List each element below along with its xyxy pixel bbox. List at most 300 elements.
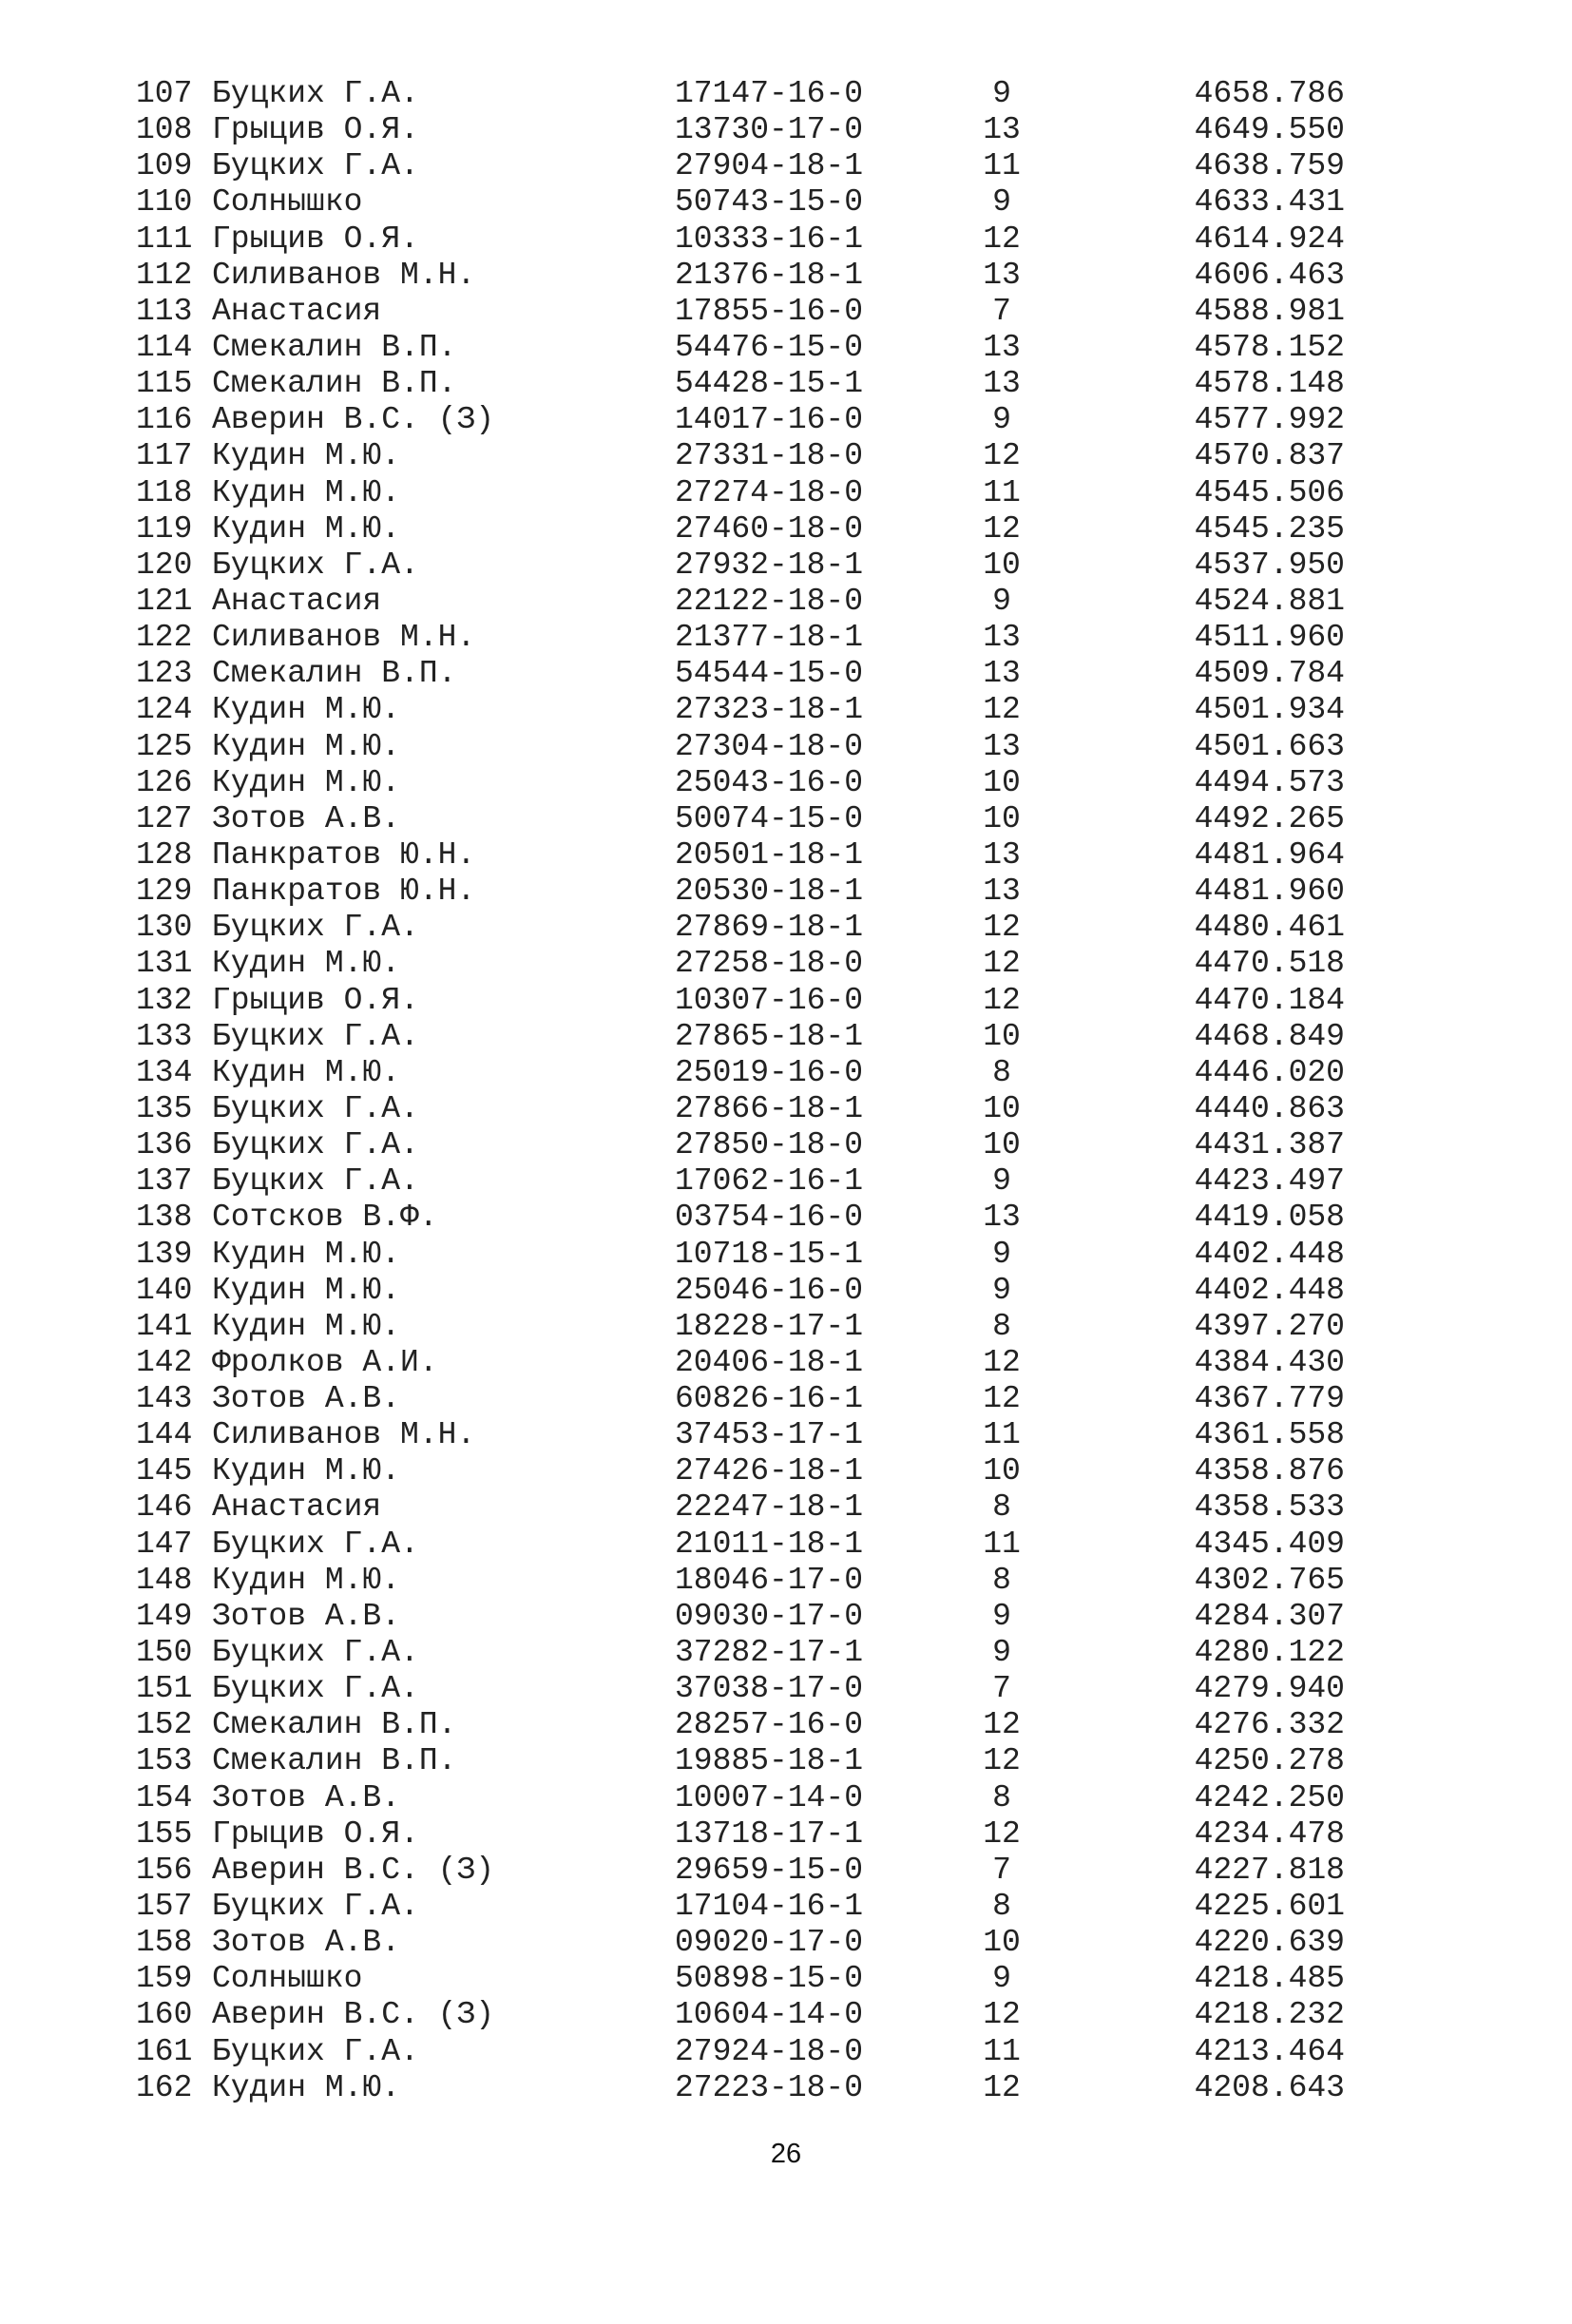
entry-count: 11 — [983, 148, 1021, 184]
entry-count: 10 — [983, 1127, 1021, 1163]
entry-code: 27323-18-1 — [675, 692, 864, 728]
entry-code: 27258-18-0 — [675, 946, 864, 982]
author-name: Грыцив О.Я. — [212, 1815, 419, 1852]
entry-score: 4649.550 — [1194, 112, 1345, 148]
entry-score: 4250.278 — [1194, 1743, 1345, 1779]
entry-code: 20501-18-1 — [675, 836, 864, 873]
table-row — [136, 1272, 1345, 1309]
author-name: Панкратов Ю.Н. — [212, 874, 476, 910]
table-row — [136, 1489, 1345, 1526]
row-number: 138 — [136, 1200, 193, 1236]
table-row — [136, 1200, 1345, 1236]
entry-score: 4501.663 — [1194, 728, 1345, 764]
entry-code: 50898-15-0 — [675, 1961, 864, 1997]
row-number: 113 — [136, 293, 193, 329]
row-number: 141 — [136, 1308, 193, 1344]
row-number: 111 — [136, 221, 193, 257]
entry-count: 13 — [983, 112, 1021, 148]
entry-code: 27460-18-0 — [675, 510, 864, 547]
entry-score: 4234.478 — [1194, 1815, 1345, 1852]
row-number: 162 — [136, 2069, 193, 2105]
author-name: Кудин М.Ю. — [212, 692, 401, 728]
entry-code: 21376-18-1 — [675, 257, 864, 293]
entry-score: 4284.307 — [1194, 1598, 1345, 1634]
entry-code: 13730-17-0 — [675, 112, 864, 148]
table-row — [136, 1852, 1345, 1889]
row-number: 122 — [136, 620, 193, 656]
row-number: 144 — [136, 1417, 193, 1453]
table-row — [136, 366, 1345, 402]
table-row — [136, 1635, 1345, 1671]
row-number: 158 — [136, 1925, 193, 1961]
row-number: 123 — [136, 656, 193, 692]
row-number: 120 — [136, 547, 193, 583]
entry-code: 27426-18-1 — [675, 1453, 864, 1489]
table-row — [136, 1308, 1345, 1345]
table-row — [136, 1743, 1345, 1779]
entry-code: 19885-18-1 — [675, 1743, 864, 1779]
table-row — [136, 221, 1345, 258]
table-row — [136, 1815, 1345, 1853]
entry-count: 9 — [992, 1163, 1011, 1200]
entry-count: 13 — [983, 620, 1021, 656]
table-row — [136, 293, 1345, 330]
author-name: Смекалин В.П. — [212, 329, 457, 365]
author-name: Аверин В.С. (З) — [212, 1997, 495, 2033]
entry-score: 4358.533 — [1194, 1489, 1345, 1526]
author-name: Смекалин В.П. — [212, 1707, 457, 1743]
entry-count: 10 — [983, 800, 1021, 836]
row-number: 129 — [136, 874, 193, 910]
entry-count: 9 — [992, 184, 1011, 221]
entry-code: 13718-17-1 — [675, 1815, 864, 1852]
entry-code: 54476-15-0 — [675, 329, 864, 365]
entry-score: 4501.934 — [1194, 692, 1345, 728]
row-number: 134 — [136, 1054, 193, 1090]
row-number: 156 — [136, 1852, 193, 1888]
table-row — [136, 510, 1345, 547]
author-name: Буцких Г.А. — [212, 1671, 419, 1707]
entry-code: 25043-16-0 — [675, 764, 864, 800]
entry-code: 60826-16-1 — [675, 1381, 864, 1417]
author-name: Кудин М.Ю. — [212, 1308, 401, 1344]
entry-score: 4511.960 — [1194, 620, 1345, 656]
row-number: 152 — [136, 1707, 193, 1743]
row-number: 143 — [136, 1381, 193, 1417]
ranking-table — [136, 76, 1345, 2106]
author-name: Буцких Г.А. — [212, 148, 419, 184]
entry-score: 4423.497 — [1194, 1163, 1345, 1200]
entry-code: 28257-16-0 — [675, 1707, 864, 1743]
entry-count: 11 — [983, 2033, 1021, 2069]
table-row — [136, 583, 1345, 620]
row-number: 147 — [136, 1526, 193, 1562]
entry-code: 09020-17-0 — [675, 1925, 864, 1961]
row-number: 149 — [136, 1598, 193, 1634]
entry-count: 12 — [983, 438, 1021, 474]
entry-score: 4220.639 — [1194, 1925, 1345, 1961]
table-row — [136, 184, 1345, 221]
row-number: 107 — [136, 76, 193, 111]
entry-count: 12 — [983, 1707, 1021, 1743]
row-number: 121 — [136, 583, 193, 619]
entry-score: 4345.409 — [1194, 1526, 1345, 1562]
author-name: Зотов А.В. — [212, 1598, 401, 1634]
author-name: Солнышко — [212, 1961, 363, 1997]
table-row — [136, 1779, 1345, 1816]
entry-count: 9 — [992, 402, 1011, 438]
entry-count: 9 — [992, 1598, 1011, 1634]
author-name: Силиванов М.Н. — [212, 257, 476, 293]
author-name: Кудин М.Ю. — [212, 474, 401, 510]
entry-code: 18046-17-0 — [675, 1562, 864, 1598]
row-number: 126 — [136, 764, 193, 800]
author-name: Кудин М.Ю. — [212, 2069, 401, 2105]
entry-code: 10307-16-0 — [675, 982, 864, 1018]
row-number: 142 — [136, 1344, 193, 1380]
table-row — [136, 1961, 1345, 1997]
table-row — [136, 2069, 1345, 2106]
entry-score: 4537.950 — [1194, 547, 1345, 583]
entry-score: 4402.448 — [1194, 1236, 1345, 1272]
author-name: Кудин М.Ю. — [212, 1453, 401, 1489]
entry-count: 12 — [983, 1743, 1021, 1779]
row-number: 128 — [136, 836, 193, 873]
entry-code: 27866-18-1 — [675, 1090, 864, 1126]
row-number: 109 — [136, 148, 193, 184]
author-name: Грыцив О.Я. — [212, 221, 419, 257]
entry-code: 17104-16-1 — [675, 1889, 864, 1925]
page-number: 26 — [770, 2139, 802, 2169]
row-number: 145 — [136, 1453, 193, 1489]
entry-score: 4614.924 — [1194, 221, 1345, 257]
entry-count: 10 — [983, 1453, 1021, 1489]
row-number: 160 — [136, 1997, 193, 2033]
entry-count: 9 — [992, 1236, 1011, 1272]
row-number: 146 — [136, 1489, 193, 1526]
table-row — [136, 728, 1345, 765]
row-number: 110 — [136, 184, 193, 221]
entry-score: 4481.960 — [1194, 874, 1345, 910]
entry-code: 27274-18-0 — [675, 474, 864, 510]
author-name: Силиванов М.Н. — [212, 620, 476, 656]
entry-count: 7 — [992, 1852, 1011, 1888]
table-row — [136, 1090, 1345, 1127]
table-row — [136, 1054, 1345, 1091]
entry-code: 54544-15-0 — [675, 656, 864, 692]
entry-score: 4397.270 — [1194, 1308, 1345, 1344]
entry-score: 4225.601 — [1194, 1889, 1345, 1925]
table-row — [136, 1562, 1345, 1599]
entry-count: 10 — [983, 1925, 1021, 1961]
table-row — [136, 1127, 1345, 1163]
entry-code: 10604-14-0 — [675, 1997, 864, 2033]
entry-score: 4470.518 — [1194, 946, 1345, 982]
entry-score: 4633.431 — [1194, 184, 1345, 221]
row-number: 117 — [136, 438, 193, 474]
table-row — [136, 1453, 1345, 1489]
row-number: 155 — [136, 1815, 193, 1852]
entry-count: 13 — [983, 329, 1021, 365]
entry-score: 4638.759 — [1194, 148, 1345, 184]
entry-score: 4242.250 — [1194, 1779, 1345, 1815]
entry-code: 21011-18-1 — [675, 1526, 864, 1562]
entry-score: 4361.558 — [1194, 1417, 1345, 1453]
author-name: Сотсков В.Ф. — [212, 1200, 438, 1236]
entry-score: 4302.765 — [1194, 1562, 1345, 1598]
table-row — [136, 257, 1345, 294]
row-number: 137 — [136, 1163, 193, 1200]
entry-score: 4218.485 — [1194, 1961, 1345, 1997]
row-number: 157 — [136, 1889, 193, 1925]
entry-count: 9 — [992, 583, 1011, 619]
author-name: Кудин М.Ю. — [212, 1236, 401, 1272]
author-name: Кудин М.Ю. — [212, 946, 401, 982]
entry-code: 25046-16-0 — [675, 1272, 864, 1308]
author-name: Аверин В.С. (З) — [212, 1852, 495, 1888]
entry-count: 12 — [983, 946, 1021, 982]
entry-code: 27904-18-1 — [675, 148, 864, 184]
author-name: Смекалин В.П. — [212, 656, 457, 692]
entry-code: 27924-18-0 — [675, 2033, 864, 2069]
author-name: Аверин В.С. (З) — [212, 402, 495, 438]
entry-code: 18228-17-1 — [675, 1308, 864, 1344]
entry-code: 27869-18-1 — [675, 910, 864, 946]
entry-score: 4402.448 — [1194, 1272, 1345, 1308]
row-number: 112 — [136, 257, 193, 293]
entry-score: 4578.148 — [1194, 366, 1345, 402]
row-number: 148 — [136, 1562, 193, 1598]
entry-score: 4509.784 — [1194, 656, 1345, 692]
row-number: 131 — [136, 946, 193, 982]
author-name: Буцких Г.А. — [212, 910, 419, 946]
row-number: 154 — [136, 1779, 193, 1815]
entry-score: 4446.020 — [1194, 1054, 1345, 1090]
entry-code: 22247-18-1 — [675, 1489, 864, 1526]
entry-score: 4658.786 — [1194, 76, 1345, 111]
entry-score: 4384.430 — [1194, 1344, 1345, 1380]
entry-score: 4606.463 — [1194, 257, 1345, 293]
entry-count: 12 — [983, 2069, 1021, 2105]
row-number: 130 — [136, 910, 193, 946]
table-row — [136, 112, 1345, 148]
row-number: 135 — [136, 1090, 193, 1126]
table-row — [136, 1526, 1345, 1563]
table-row — [136, 1018, 1345, 1055]
entry-score: 4367.779 — [1194, 1381, 1345, 1417]
entry-count: 13 — [983, 257, 1021, 293]
author-name: Анастасия — [212, 583, 382, 619]
entry-score: 4494.573 — [1194, 764, 1345, 800]
entry-score: 4208.643 — [1194, 2069, 1345, 2105]
table-row — [136, 982, 1345, 1019]
entry-count: 9 — [992, 76, 1011, 111]
entry-count: 10 — [983, 764, 1021, 800]
entry-score: 4480.461 — [1194, 910, 1345, 946]
author-name: Буцких Г.А. — [212, 1018, 419, 1054]
entry-count: 11 — [983, 1526, 1021, 1562]
author-name: Буцких Г.А. — [212, 547, 419, 583]
entry-code: 27223-18-0 — [675, 2069, 864, 2105]
table-row — [136, 1997, 1345, 2033]
entry-count: 13 — [983, 1200, 1021, 1236]
row-number: 119 — [136, 510, 193, 547]
entry-count: 12 — [983, 1344, 1021, 1380]
table-row — [136, 329, 1345, 366]
entry-code: 50743-15-0 — [675, 184, 864, 221]
entry-count: 13 — [983, 366, 1021, 402]
entry-count: 12 — [983, 1815, 1021, 1852]
table-row — [136, 874, 1345, 910]
row-number: 139 — [136, 1236, 193, 1272]
table-row — [136, 656, 1345, 692]
table-row — [136, 76, 1345, 112]
entry-count: 11 — [983, 474, 1021, 510]
entry-code: 27304-18-0 — [675, 728, 864, 764]
entry-code: 37282-17-1 — [675, 1635, 864, 1671]
table-row — [136, 620, 1345, 656]
table-row — [136, 474, 1345, 511]
entry-count: 8 — [992, 1054, 1011, 1090]
author-name: Зотов А.В. — [212, 800, 401, 836]
author-name: Грыцив О.Я. — [212, 112, 419, 148]
entry-score: 4570.837 — [1194, 438, 1345, 474]
row-number: 108 — [136, 112, 193, 148]
entry-code: 14017-16-0 — [675, 402, 864, 438]
entry-score: 4481.964 — [1194, 836, 1345, 873]
entry-code: 22122-18-0 — [675, 583, 864, 619]
table-row — [136, 1707, 1345, 1743]
entry-score: 4468.849 — [1194, 1018, 1345, 1054]
entry-score: 4440.863 — [1194, 1090, 1345, 1126]
entry-count: 12 — [983, 1997, 1021, 2033]
entry-count: 8 — [992, 1562, 1011, 1598]
entry-count: 8 — [992, 1779, 1011, 1815]
entry-code: 17062-16-1 — [675, 1163, 864, 1200]
row-number: 136 — [136, 1127, 193, 1163]
entry-score: 4578.152 — [1194, 329, 1345, 365]
author-name: Панкратов Ю.Н. — [212, 836, 476, 873]
entry-score: 4431.387 — [1194, 1127, 1345, 1163]
entry-score: 4545.235 — [1194, 510, 1345, 547]
author-name: Буцких Г.А. — [212, 1090, 419, 1126]
entry-count: 8 — [992, 1889, 1011, 1925]
table-row — [136, 800, 1345, 837]
row-number: 159 — [136, 1961, 193, 1997]
entry-count: 13 — [983, 728, 1021, 764]
author-name: Буцких Г.А. — [212, 76, 419, 111]
author-name: Кудин М.Ю. — [212, 728, 401, 764]
author-name: Смекалин В.П. — [212, 1743, 457, 1779]
author-name: Зотов А.В. — [212, 1779, 401, 1815]
author-name: Кудин М.Ю. — [212, 438, 401, 474]
entry-count: 13 — [983, 656, 1021, 692]
entry-count: 12 — [983, 982, 1021, 1018]
entry-count: 10 — [983, 1090, 1021, 1126]
entry-score: 4419.058 — [1194, 1200, 1345, 1236]
table-row — [136, 1889, 1345, 1925]
table-row — [136, 1925, 1345, 1961]
author-name: Грыцив О.Я. — [212, 982, 419, 1018]
entry-code: 27932-18-1 — [675, 547, 864, 583]
table-row — [136, 946, 1345, 982]
row-number: 140 — [136, 1272, 193, 1308]
row-number: 118 — [136, 474, 193, 510]
entry-score: 4588.981 — [1194, 293, 1345, 329]
entry-count: 12 — [983, 910, 1021, 946]
row-number: 127 — [136, 800, 193, 836]
table-row — [136, 1381, 1345, 1417]
author-name: Кудин М.Ю. — [212, 1562, 401, 1598]
entry-score: 4218.232 — [1194, 1997, 1345, 2033]
table-row — [136, 1598, 1345, 1635]
entry-code: 09030-17-0 — [675, 1598, 864, 1634]
entry-count: 9 — [992, 1961, 1011, 1997]
entry-count: 10 — [983, 1018, 1021, 1054]
author-name: Кудин М.Ю. — [212, 1054, 401, 1090]
entry-score: 4358.876 — [1194, 1453, 1345, 1489]
entry-count: 10 — [983, 547, 1021, 583]
table-row — [136, 438, 1345, 474]
entry-code: 25019-16-0 — [675, 1054, 864, 1090]
table-row — [136, 2033, 1345, 2070]
entry-code: 37453-17-1 — [675, 1417, 864, 1453]
entry-score: 4492.265 — [1194, 800, 1345, 836]
entry-code: 17855-16-0 — [675, 293, 864, 329]
author-name: Анастасия — [212, 293, 382, 329]
author-name: Буцких Г.А. — [212, 1635, 419, 1671]
author-name: Солнышко — [212, 184, 363, 221]
author-name: Зотов А.В. — [212, 1925, 401, 1961]
entry-code: 20530-18-1 — [675, 874, 864, 910]
entry-code: 03754-16-0 — [675, 1200, 864, 1236]
table-row — [136, 692, 1345, 728]
entry-count: 9 — [992, 1272, 1011, 1308]
table-row — [136, 836, 1345, 874]
author-name: Буцких Г.А. — [212, 1127, 419, 1163]
entry-count: 11 — [983, 1417, 1021, 1453]
entry-count: 13 — [983, 836, 1021, 873]
table-row — [136, 1236, 1345, 1273]
entry-score: 4213.464 — [1194, 2033, 1345, 2069]
author-name: Зотов А.В. — [212, 1381, 401, 1417]
row-number: 150 — [136, 1635, 193, 1671]
author-name: Кудин М.Ю. — [212, 764, 401, 800]
entry-count: 12 — [983, 510, 1021, 547]
author-name: Буцких Г.А. — [212, 1163, 419, 1200]
table-row — [136, 910, 1345, 946]
author-name: Кудин М.Ю. — [212, 510, 401, 547]
entry-score: 4470.184 — [1194, 982, 1345, 1018]
entry-count: 12 — [983, 1381, 1021, 1417]
table-row — [136, 1344, 1345, 1381]
entry-score: 4280.122 — [1194, 1635, 1345, 1671]
table-row — [136, 1163, 1345, 1200]
row-number: 125 — [136, 728, 193, 764]
entry-code: 37038-17-0 — [675, 1671, 864, 1707]
row-number: 116 — [136, 402, 193, 438]
entry-count: 7 — [992, 293, 1011, 329]
author-name: Силиванов М.Н. — [212, 1417, 476, 1453]
table-row — [136, 764, 1345, 801]
entry-count: 9 — [992, 1635, 1011, 1671]
author-name: Анастасия — [212, 1489, 382, 1526]
entry-code: 27865-18-1 — [675, 1018, 864, 1054]
entry-count: 12 — [983, 692, 1021, 728]
row-number: 151 — [136, 1671, 193, 1707]
row-number: 133 — [136, 1018, 193, 1054]
entry-code: 20406-18-1 — [675, 1344, 864, 1380]
